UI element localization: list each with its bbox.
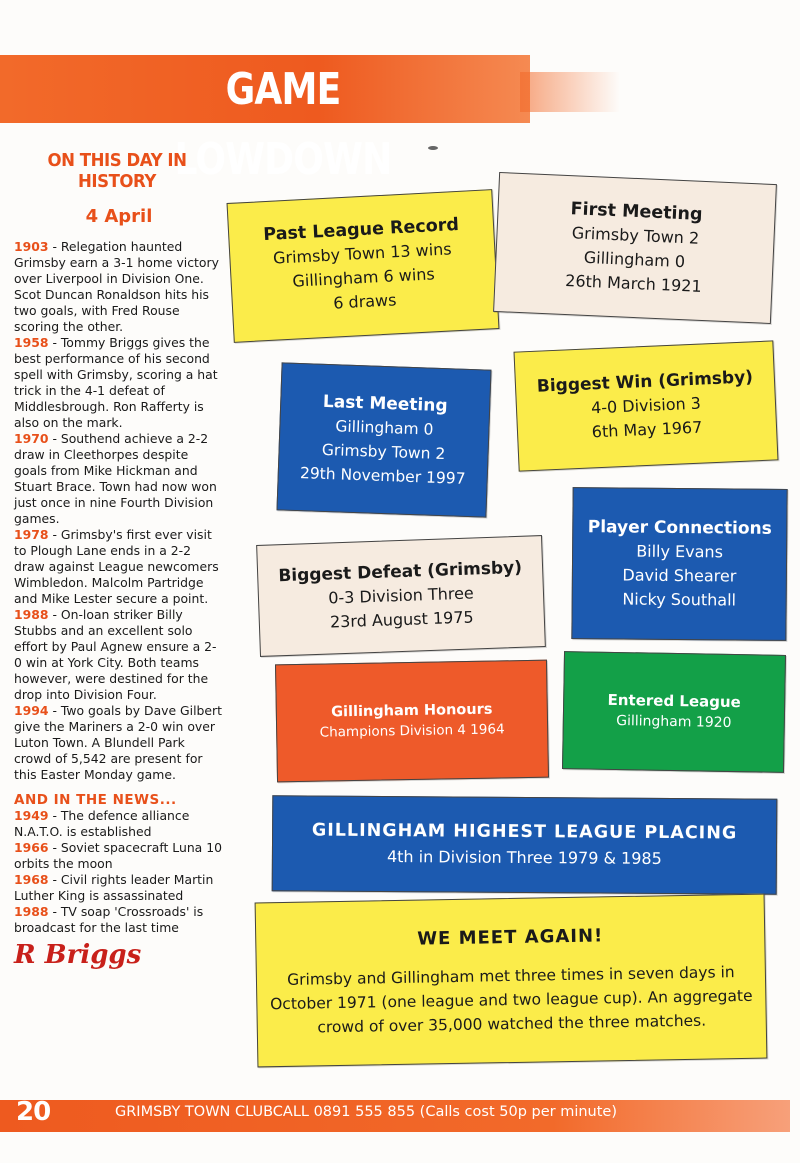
- history-entry: 1978 - Grimsby's first ever visit to Plough Lane ends in a 2-2 draw against League newcomers Wimbledon. Malcolm Partridge and Mike Lester secure a point.: [14, 527, 219, 606]
- card-title: WE MEET AGAIN!: [417, 924, 604, 950]
- history-entry: 1994 - Two goals by Dave Gilbert give the Mariners a 2-0 win over Luton Town. A Blundell Park crowd of 5,542 are present for this Easter Monday game.: [14, 703, 222, 782]
- card-body: Grimsby and Gillingham met three times in seven days in October 1971 (one league and two league cup). An aggregate crowd of over 35,000 watched the three matches.: [269, 962, 753, 1036]
- author-signature: R Briggs: [14, 940, 142, 970]
- history-entry: 1903 - Relegation haunted Grimsby earn a 3-1 home victory over Liverpool in Division One. Scot Duncan Ronaldson hits his two goals, with Fred Rouse scoring the other.: [14, 239, 219, 334]
- news-entry: 1968 - Civil rights leader Martin Luther King is assassinated: [14, 872, 214, 903]
- page-title: GAME LOWDOWN: [174, 64, 392, 185]
- card-player-connections: Player Connections Billy Evans David Shearer Nicky Southall: [571, 487, 787, 641]
- card-title: Player Connections: [587, 517, 772, 539]
- history-entry: 1958 - Tommy Briggs gives the best performance of his second spell with Grimsby, scoring a hat trick in the 4-1 defeat of Middlesbrough. Ron Rafferty is also on the mark.: [14, 335, 218, 430]
- card-title: First Meeting: [570, 199, 703, 225]
- history-date: 4 April: [85, 206, 153, 227]
- history-entry: 1988 - On-loan striker Billy Stubbs and an excellent solo effort by Paul Agnew ensure a 2-0 win at York City. Both teams however, were destined for the drop into Division Four.: [14, 607, 217, 702]
- card-last-meeting: Last Meeting Gillingham 0 Grimsby Town 2 29th November 1997: [276, 362, 491, 517]
- card-title: Past League Record: [262, 214, 460, 246]
- card-title: GILLINGHAM HIGHEST LEAGUE PLACING: [311, 820, 738, 844]
- card-title: Gillingham Honours: [331, 701, 493, 721]
- history-entry: 1970 - Southend achieve a 2-2 draw in Cleethorpes despite goals from Mike Hickman and Stuart Brace. Town had now won just once in nine Fourth Division games.: [14, 431, 217, 526]
- ink-mark: [428, 146, 438, 150]
- news-entry: 1988 - TV soap 'Crossroads' is broadcast for the last time: [14, 904, 204, 935]
- news-title: AND IN THE NEWS...: [14, 792, 177, 808]
- news-entry: 1949 - The defence alliance N.A.T.O. is established: [14, 808, 190, 839]
- card-title: Biggest Win (Grimsby): [536, 367, 754, 397]
- card-title: Biggest Defeat (Grimsby): [278, 557, 523, 587]
- news-list: [14, 808, 224, 936]
- footer-text: GRIMSBY TOWN CLUBCALL 0891 555 855 (Calls cost 50p per minute): [115, 1104, 617, 1120]
- header-banner-tail: [520, 72, 620, 112]
- page-number: 20: [16, 1097, 51, 1127]
- card-title: Last Meeting: [322, 391, 448, 417]
- card-biggest-win: Biggest Win (Grimsby) 4-0 Division 3 6th May 1967: [514, 340, 779, 471]
- history-title: ON THIS DAY IN HISTORY: [47, 150, 187, 192]
- card-biggest-defeat: Biggest Defeat (Grimsby) 0-3 Division Three 23rd August 1975: [256, 535, 546, 657]
- history-list: [14, 239, 224, 783]
- card-first-meeting: First Meeting Grimsby Town 2 Gillingham 0 26th March 1921: [493, 172, 777, 324]
- card-past-league-record: Past League Record Grimsby Town 13 wins Gillingham 6 wins 6 draws: [227, 189, 500, 343]
- card-we-meet-again: [255, 894, 768, 1068]
- card-highest-placing: GILLINGHAM HIGHEST LEAGUE PLACING 4th in Division Three 1979 & 1985: [272, 795, 778, 895]
- news-entry: 1966 - Soviet spacecraft Luna 10 orbits the moon: [14, 840, 222, 871]
- history-column: [14, 150, 224, 970]
- card-gillingham-honours: Gillingham Honours Champions Division 4 1964: [275, 660, 549, 783]
- card-entered-league: Entered League Gillingham 1920: [562, 651, 786, 773]
- card-title: Entered League: [607, 690, 741, 712]
